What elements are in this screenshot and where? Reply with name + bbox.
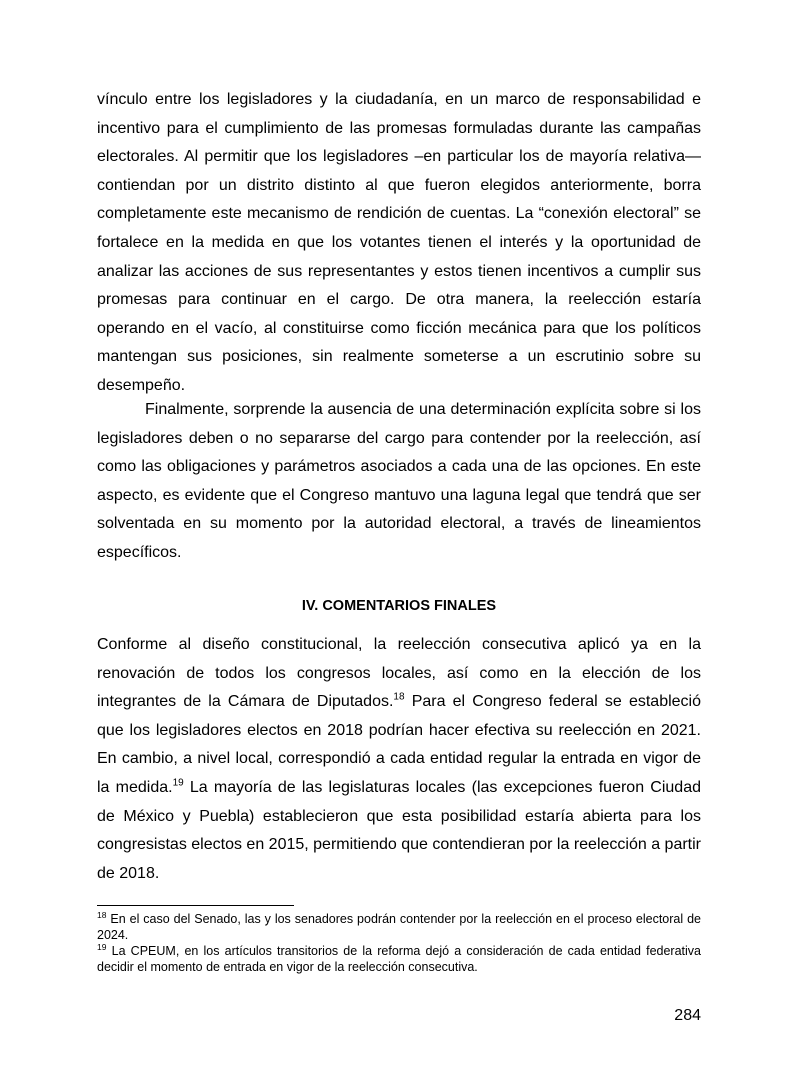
footnote-text: En el caso del Senado, las y los senadores podrán contender por la reelección en el proceso electoral de 2024. — [97, 912, 701, 942]
footnote-18 — [97, 909, 701, 943]
footnote-number: 18 — [97, 909, 107, 920]
footnote-text: La CPEUM, en los artículos transitorios de la reforma dejó a consideración de cada entidad federativa decidir el momento de entrada en vigor de la reelección consecutiva. — [97, 944, 701, 974]
page-number: 284 — [674, 1007, 701, 1024]
paragraph-reelection-accountability: vínculo entre los legisladores y la ciudadanía, en un marco de responsabilidad e incentivo para el cumplimiento de las promesas formuladas durante las campañas electorales. Al permitir que los legisladores –en particular los de mayoría relativa— contiendan por un distrito distinto al que fueron elegidos anteriormente, borra completamente este mecanismo de rendición de cuentas. La “conexión electoral” se fortalece en la medida en que los votantes tienen el interés y la oportunidad de analizar las acciones de sus representantes y estos tienen incentivos a cumplir sus promesas para continuar en el cargo. De otra manera, la reelección estaría operando en el vacío, al constituirse como ficción mecánica para que los políticos mantengan sus posiciones, sin realmente someterse a un escrutinio sobre su desempeño. — [97, 91, 701, 394]
paragraph-constitutional-design — [97, 631, 701, 888]
footnotes-section — [97, 909, 701, 976]
footnote-separator — [97, 905, 294, 906]
paragraph-text-segment: Conforme al diseño constitucional, la reelección consecutiva aplicó ya en la renovación de todos los congresos locales, así como en la elección de los integrantes de la Cámara de Diputados. — [97, 636, 701, 711]
footnote-reference-19[interactable]: 19 — [172, 777, 184, 789]
paragraph-separation-from-office: Finalmente, sorprende la ausencia de una determinación explícita sobre si los legisladores deben o no separarse del cargo para contender por la reelección, así como las obligaciones y parámetros asociados a cada una de las opciones. En este aspecto, es evidente que el Congreso mantuvo una laguna legal que tendrá que ser solventada en su momento por la autoridad electoral, a través de lineamientos específicos. — [97, 401, 701, 561]
footnote-19 — [97, 941, 701, 975]
paragraph-text-segment: La mayoría de las legislaturas locales (las excepciones fueron Ciudad de México y Puebla) establecieron que esta posibilidad estaría abierta para los congresistas electos en 2015, permitiendo que contendieran por la reelección a partir de 2018. — [97, 778, 702, 882]
footnote-number: 19 — [97, 941, 107, 952]
paragraph-text-segment: Para el Congreso federal se estableció que los legisladores electos en 2018 podrían hacer efectiva su reelección en 2021. En cambio, a nivel local, correspondió a cada entidad regular la entrada en vigor de la medida. — [97, 693, 701, 796]
footnote-reference-18[interactable]: 18 — [393, 691, 405, 703]
section-heading: IV. COMENTARIOS FINALES — [301, 598, 497, 614]
